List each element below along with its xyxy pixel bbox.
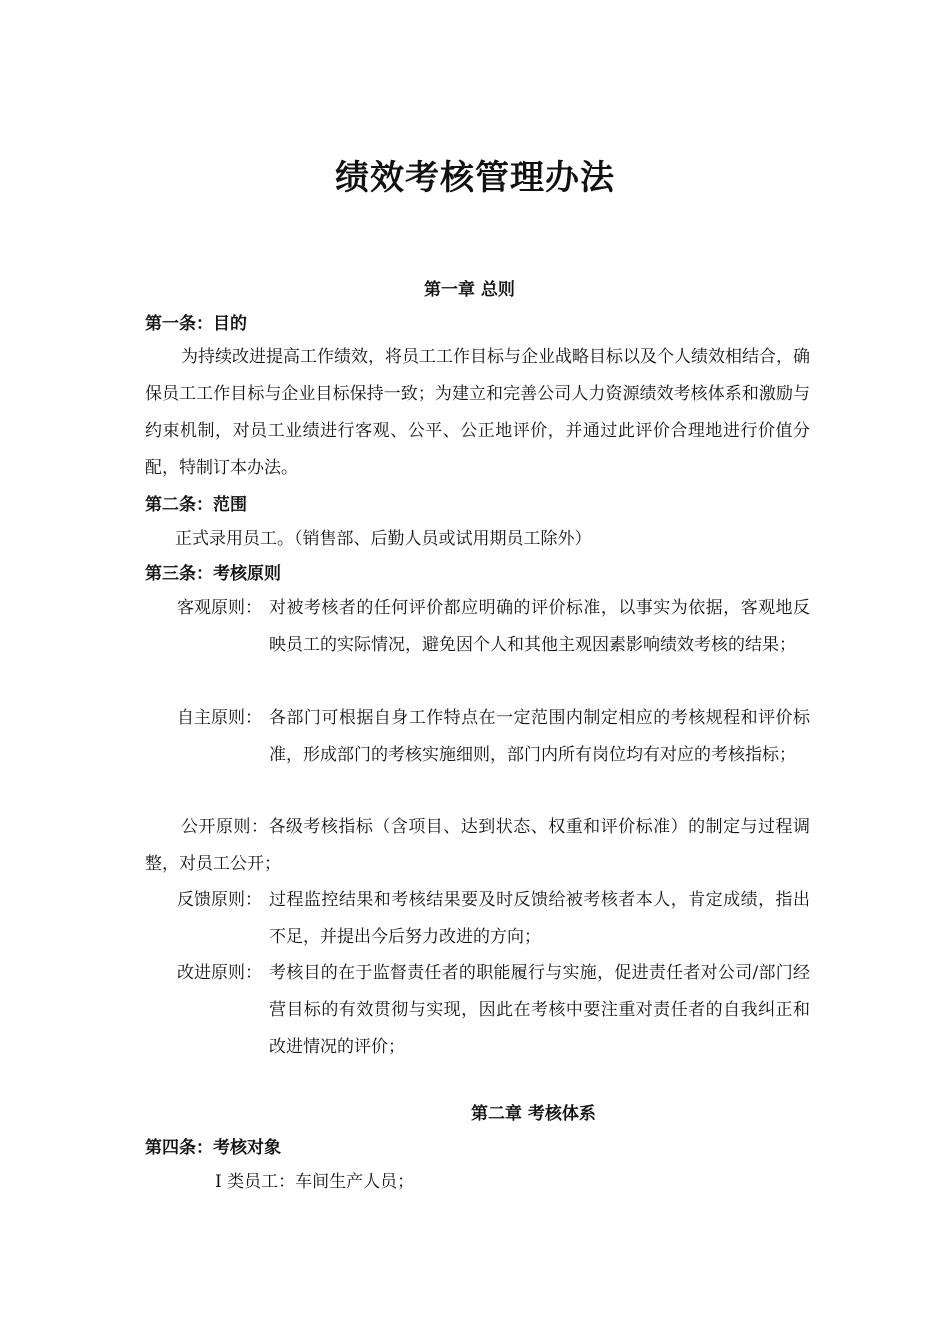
article-4-heading: 第四条：考核对象 bbox=[145, 1138, 281, 1158]
principle-label: 公开原则： bbox=[181, 817, 269, 837]
principle-label: 改进原则： bbox=[177, 963, 262, 983]
principle-text: 各部门可根据自身工作特点在一定范围内制定相应的考核规程和评价标准，形成部门的考核实施细则，部门内所有岗位均有对应的考核指标； bbox=[269, 708, 810, 765]
principle-autonomy bbox=[177, 700, 810, 774]
article-3-heading: 第三条：考核原则 bbox=[145, 564, 281, 584]
principle-text: 考核目的在于监督责任者的职能履行与实施，促进责任者对公司/部门经营目标的有效贯彻与实现，因此在考核中要注重对责任者的自我纠正和改进情况的评价； bbox=[269, 963, 810, 1057]
principle-label: 自主原则： bbox=[177, 708, 262, 728]
list-item: Ⅰ 类员工：车间生产人员； bbox=[215, 1172, 415, 1192]
principle-text: 过程监控结果和考核结果要及时反馈给被考核者本人，肯定成绩，指出不足，并提出今后努力改进的方向； bbox=[269, 890, 810, 947]
article-2-text: 正式录用员工。（销售部、后勤人员或试用期员工除外） bbox=[175, 529, 592, 549]
article-1-heading: 第一条：目的 bbox=[145, 314, 247, 334]
principle-improvement bbox=[177, 955, 810, 1066]
principle-label: 客观原则： bbox=[177, 598, 262, 618]
principle-objective bbox=[177, 590, 810, 664]
chapter-2-title: 第二章 考核体系 bbox=[471, 1104, 596, 1124]
principle-feedback bbox=[177, 882, 810, 956]
chapter-1-title: 第一章 总则 bbox=[424, 280, 515, 300]
article-1-text: 为持续改进提高工作绩效，将员工工作目标与企业战略目标以及个人绩效相结合，确保员工工作目标与企业目标保持一致；为建立和完善公司人力资源绩效考核体系和激励与约束机制，对员工业绩进行客观、公平、公正地评价，并通过此评价合理地进行价值分配，特制订本办法。 bbox=[145, 347, 810, 478]
principle-text: 对被考核者的任何评价都应明确的评价标准，以事实为依据，客观地反映员工的实际情况，避免因个人和其他主观因素影响绩效考核的结果； bbox=[269, 598, 810, 655]
principle-text: 各级考核指标（含项目、达到状态、权重和评价标准）的制定与过程调整，对员工公开； bbox=[145, 817, 811, 874]
principle-label: 反馈原则： bbox=[177, 890, 262, 910]
article-2-heading: 第二条：范围 bbox=[145, 495, 247, 515]
document-title: 绩效考核管理办法 bbox=[335, 158, 615, 198]
principle-openness bbox=[145, 809, 810, 883]
